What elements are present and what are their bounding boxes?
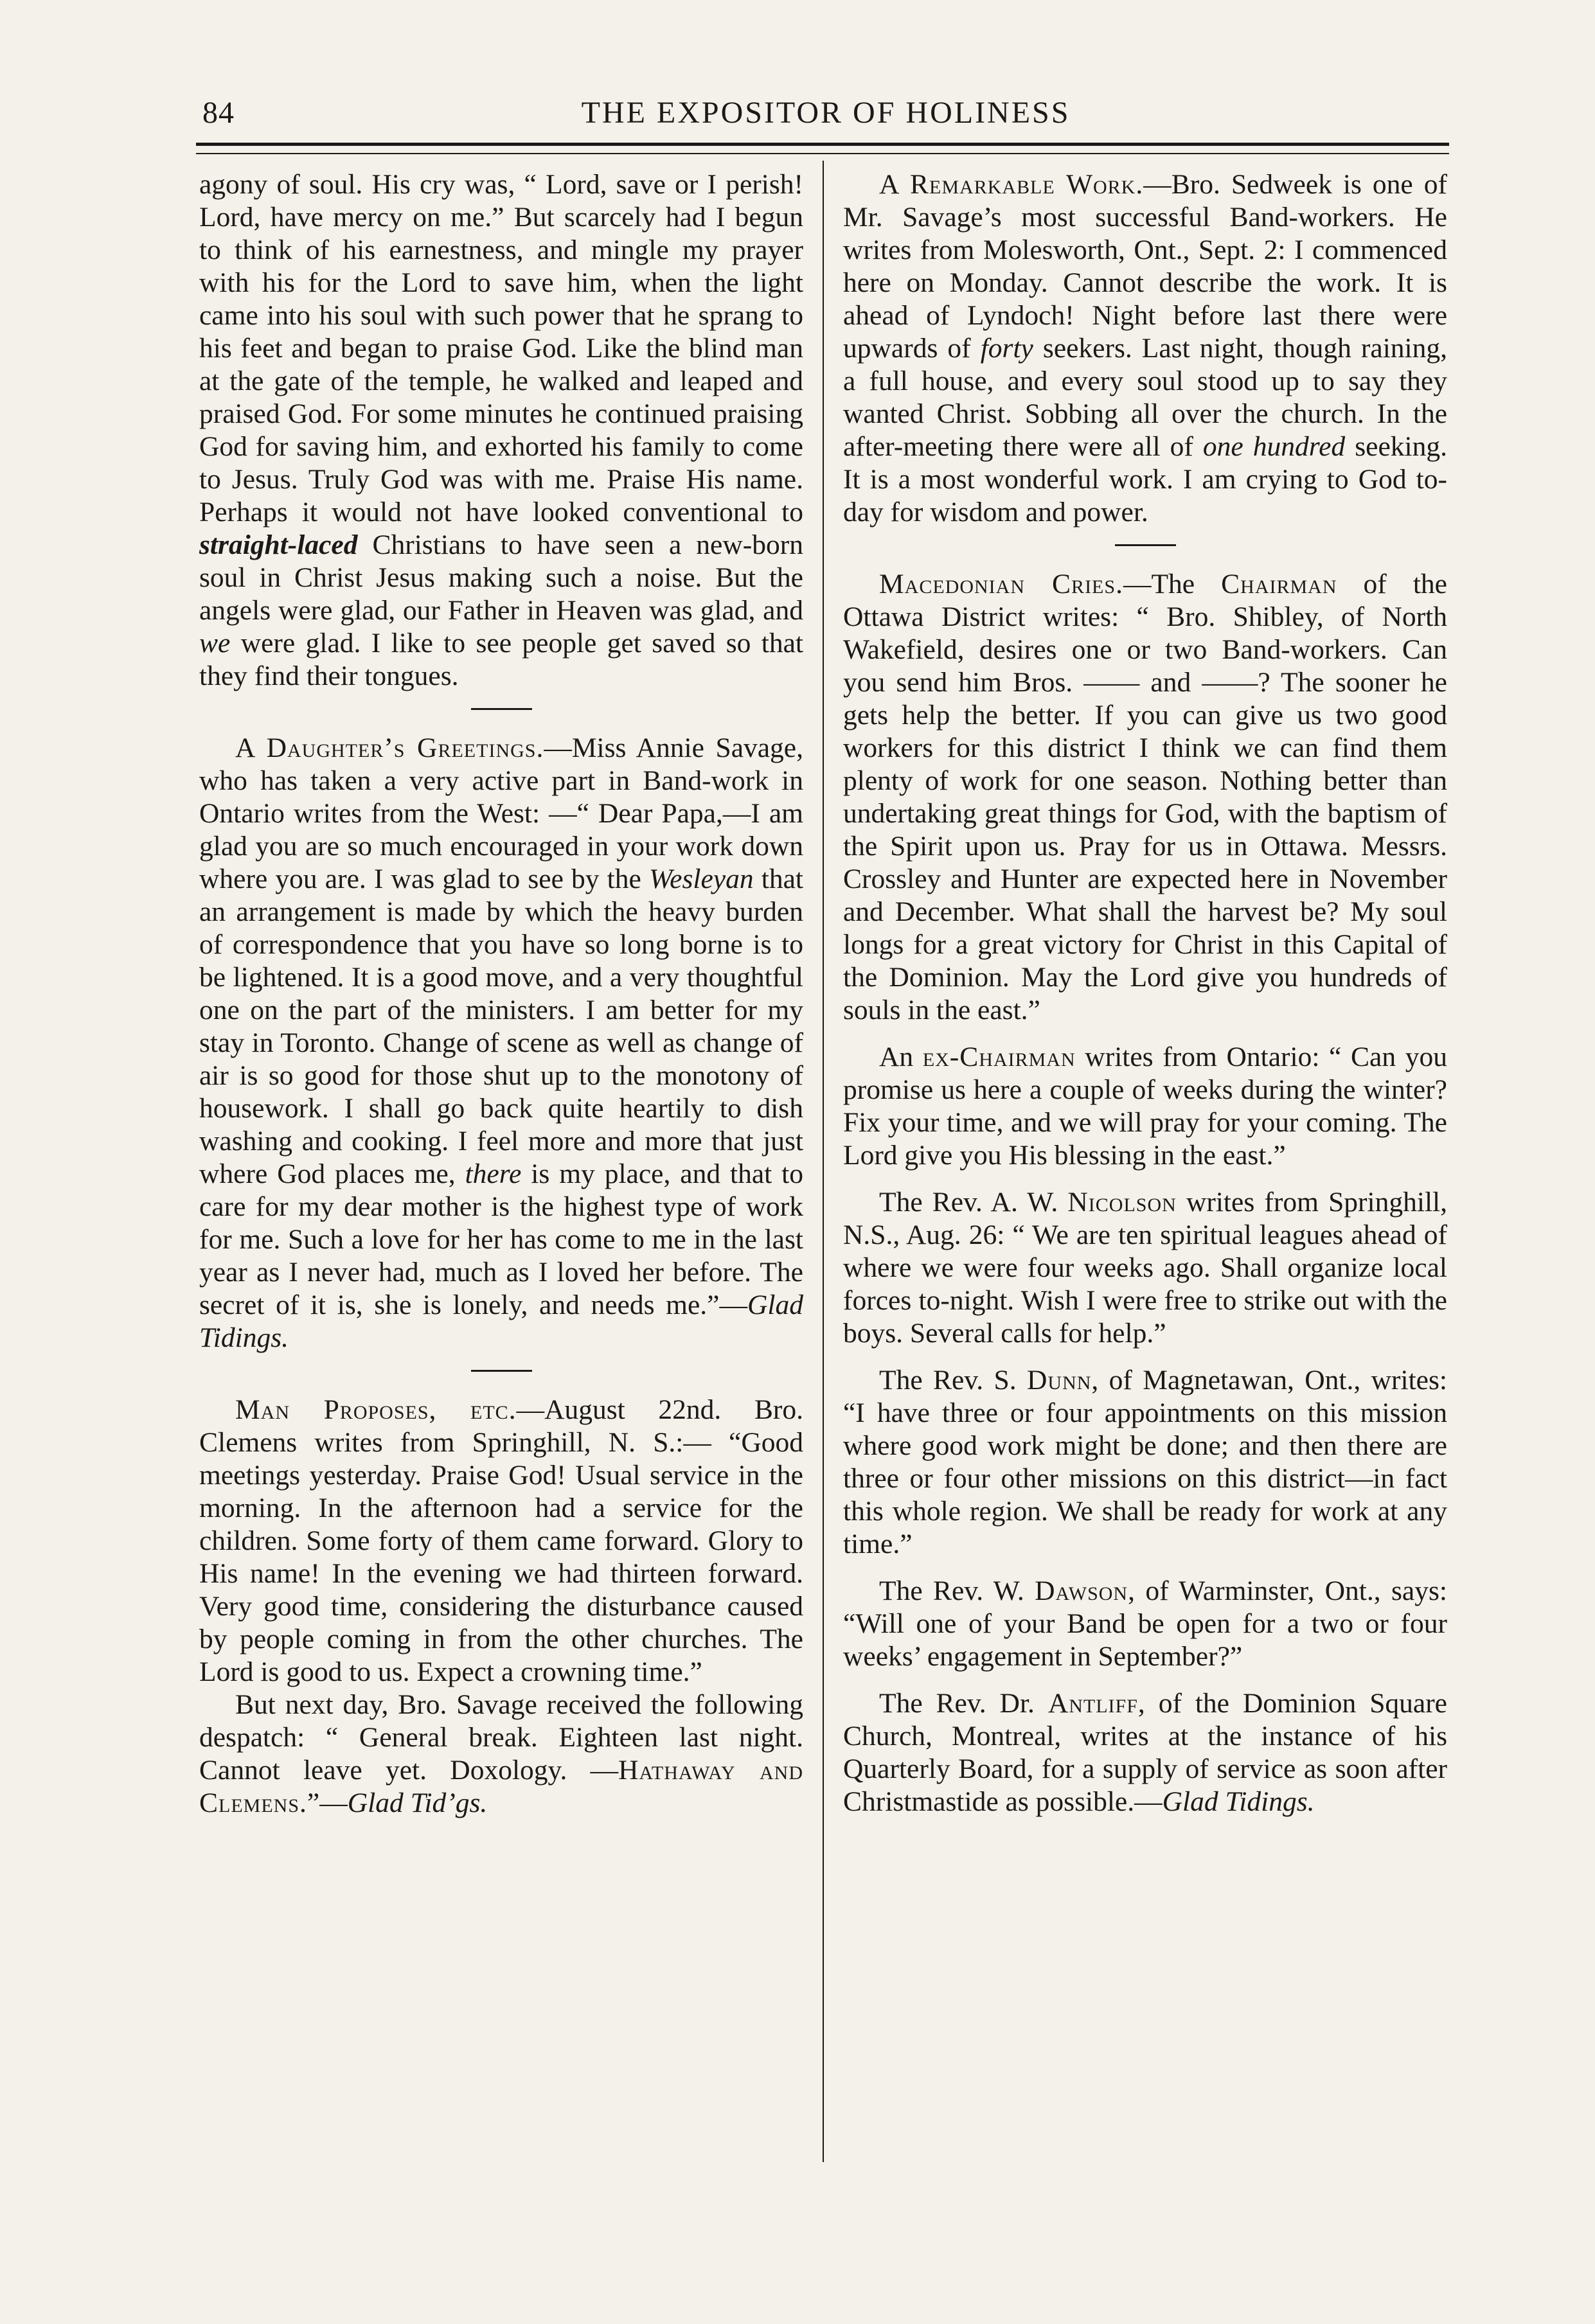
letter-dawson: The Rev. W. Dawson, of Warminster, Ont., says: “Will one of your Band be open for a two or four weeks’ engagement in September?” [843, 1575, 1447, 1672]
letter-nicolson: The Rev. A. W. Nicolson writes from Springhill, N.S., Aug. 26: “ We are ten spiritual leagues ahead of where we were four weeks ago. Shall organize local forces to-night. Wish I were free to strike out with the boys. Several calls for help.” [843, 1187, 1447, 1349]
column-divider [823, 161, 824, 2162]
article-heading: A Remarkable Work. [879, 169, 1144, 200]
article-heading: Macedonian Cries. [879, 569, 1123, 599]
letter-antliff: The Rev. Dr. Antliff, of the Dominion Square Church, Montreal, writes at the instance of his Quarterly Board, for a supply of service as soon after Christmastide as possible.—Glad Tidings. [843, 1688, 1447, 1817]
article-man-proposes-continued: But next day, Bro. Savage received the following despatch: “ General break. Eighteen last night. Cannot leave yet. Doxology. —Hathaway and Clemens.”—Glad Tid’gs. [199, 1689, 803, 1818]
running-title: THE EXPOSITOR OF HOLINESS [581, 96, 1071, 130]
article-heading: Man Proposes, etc. [235, 1394, 517, 1425]
page-header [202, 82, 1449, 140]
letter-ex-chairman: An ex-Chairman writes from Ontario: “ Can you promise us here a couple of weeks during the winter? Fix your time, and we will pray for your coming. The Lord give you His blessing in the east.” [843, 1042, 1447, 1171]
article-macedonian-cries: Macedonian Cries.—The Chairman of the Ottawa District writes: “ Bro. Shibley, of North Wakefield, desires one or two Band-workers. Can you send him Bros. —— and ——? The sooner he gets help the better. If you can give us two good workers for this district I think we can find them plenty of work for one season. Nothing better than undertaking great things for God, with the baptism of the Spirit upon us. Pray for us in Ottawa. Messrs. Crossley and Hunter are expected here in November and December. What shall the harvest be? My soul longs for a great victory for Christ in this Capital of the Dominion. May the Lord give you hundreds of souls in the east.” [843, 569, 1447, 1025]
left-column [199, 168, 803, 1820]
header-rule-thin [196, 153, 1449, 154]
source-citation: Glad Tidings. [1162, 1786, 1315, 1817]
left-paragraph-1: agony of soul. His cry was, “ Lord, save or I perish! Lord, have mercy on me.” But scarcely had I begun to think of his earnestness, and mingle my prayer with his for the Lord to save him, when the light came into his soul with such power that he sprang to his feet and began to praise God. Like the blind man at the gate of the temple, he walked and leaped and praised God. For some minutes he continued praising God for saving him, and exhorted his family to come to Jesus. Truly God was with me. Praise His name. Perhaps it would not have looked conventional to straight-laced Christians to have seen a new-born soul in Christ Jesus making such a noise. But the angels were glad, our Father in Heaven was glad, and we were glad. I like to see people get saved so that they find their tongues. [199, 169, 803, 691]
signoff: Hathaway and Clemens. [199, 1755, 803, 1818]
article-man-proposes: Man Proposes, etc.—August 22nd. Bro. Clemens writes from Springhill, N. S.:— “Good meetings yesterday. Praise God! Usual service in the morning. In the afternoon had a service for the children. Some forty of them came forward. Glory to His name! In the evening we had thirteen forward. Very good time, considering the disturbance caused by people coming in from the other churches. The Lord is good to us. Expect a crowning time.” [199, 1394, 803, 1687]
article-daughters-greetings: A Daughter’s Greetings.—Miss Annie Savage, who has taken a very active part in Band-work in Ontario writes from the West: —“ Dear Papa,—I am glad you are so much encouraged in your work down where you are. I was glad to see by the Wesleyan that an arrangement is made by which the heavy burden of correspondence that you have so long borne is to be lightened. It is a good move, and a very thoughtful one on the part of the ministers. I am better for my stay in Toronto. Change of scene as well as change of air is so good for those shut up to the monotony of housework. I shall go back quite heartily to dish washing and cooking. I feel more and more that just where God places me, there is my place, and that to care for my dear mother is the highest type of work for me. Such a love for her has come to me in the last year as I never had, much as I loved her before. The secret of it is, she is lonely, and needs me.”—Glad Tidings. [199, 732, 803, 1353]
section-separator [1115, 544, 1176, 546]
right-column [843, 168, 1447, 1818]
source-citation: Glad Tidings. [199, 1290, 803, 1353]
article-heading: A Daughter’s Greetings. [235, 732, 544, 763]
article-remarkable-work: A Remarkable Work.—Bro. Sedweek is one of Mr. Savage’s most successful Band-workers. He writes from Molesworth, Ont., Sept. 2: I commenced here on Monday. Cannot describe the work. It is ahead of Lyndoch! Night before last there were upwards of forty seekers. Last night, though raining, a full house, and every soul stood up to say they wanted Christ. Sobbing all over the church. In the after-meeting there were all of one hundred seeking. It is a most wonderful work. I am crying to God to-day for wisdom and power. [843, 169, 1447, 528]
section-separator [471, 708, 532, 710]
header-rule-thick [196, 143, 1449, 146]
source-citation: Glad Tid’gs. [347, 1787, 488, 1818]
page-number: 84 [202, 96, 235, 130]
section-separator [471, 1370, 532, 1372]
letter-dunn: The Rev. S. Dunn, of Magnetawan, Ont., writes: “I have three or four appointments on this mission where good work might be done; and then there are three or four other missions on this district—in fact this whole region. We shall be ready for work at any time.” [843, 1365, 1447, 1559]
